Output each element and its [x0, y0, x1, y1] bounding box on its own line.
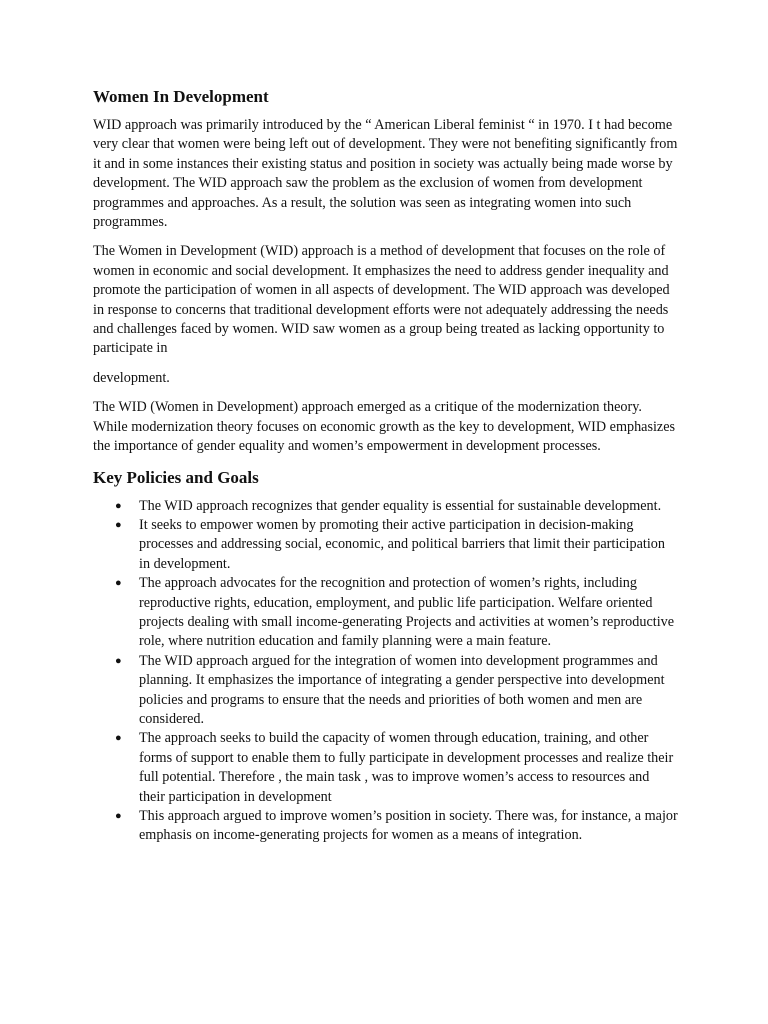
list-item-text: The WID approach recognizes that gender equality is essential for sustainable development.: [139, 497, 662, 514]
list-item: [93, 652, 678, 730]
paragraph-intro: WID approach was primarily introduced by the “ American Liberal feminist “ in 1970. I t had become very clear that women were being left out of development. They were not benefiting significantly from it and in some instances their existing status and position in society was actually being made worse by development. The WID approach saw the problem as the exclusion of women from development programmes and approaches. As a result, the solution was seen as integrating women into such programmes.: [93, 117, 678, 231]
list-item: [93, 807, 678, 846]
list-item: [93, 497, 678, 516]
list-item-text: It seeks to empower women by promoting their active participation in decision-making processes and addressing social, economic, and political barriers that limit their participation in development.: [139, 516, 665, 572]
list-item-text: The approach seeks to build the capacity of women through education, training, and other forms of support to enable them to fully participate in development processes and realize their full potential. Therefore , the main task , was to improve women’s access to resources and their participation in development: [139, 730, 674, 805]
document-title: Women In Development: [93, 87, 269, 106]
paragraph-critique: The WID (Women in Development) approach emerged as a critique of the modernization theory. While modernization theory focuses on economic growth as the key to development, WID emphasizes the importance of gender equality and women’s empowerment in development processes.: [93, 399, 676, 455]
paragraph-continuation: development.: [93, 369, 170, 386]
list-item: [93, 729, 678, 807]
document-page: [93, 86, 678, 846]
bullet-icon: ●: [115, 732, 122, 745]
bullet-icon: ●: [115, 499, 122, 512]
list-item-text: The approach advocates for the recognition and protection of women’s rights, including reproductive rights, education, employment, and public life participation. Welfare oriented projects dealing with small income-generating Projects and activities at women’s reproductive role, where nutrition education and family planning were a main feature.: [139, 575, 675, 650]
list-item-text: The WID approach argued for the integration of women into development programmes and planning. It emphasizes the importance of integrating a gender perspective into development policies and programs to ensure that the needs and priorities of both women and men are considered.: [139, 652, 665, 727]
bullet-icon: ●: [115, 654, 122, 667]
list-item-text: This approach argued to improve women’s position in society. There was, for instance, a major emphasis on income-generating projects for women as a means of integration.: [139, 808, 678, 844]
section-heading: Key Policies and Goals: [93, 467, 259, 487]
bullet-icon: ●: [115, 577, 122, 590]
list-item: [93, 516, 678, 574]
list-item: [93, 574, 678, 652]
bullet-icon: ●: [115, 518, 122, 531]
policy-list: [93, 497, 678, 846]
bullet-icon: ●: [115, 810, 122, 822]
paragraph-definition: The Women in Development (WID) approach is a method of development that focuses on the role of women in economic and social development. It emphasizes the need to address gender inequality and promote the participation of women in all aspects of development. The WID approach was developed in response to concerns that traditional development efforts were not adequately addressing the needs and challenges faced by women. WID saw women as a group being treated as lacking opportunity to participate in: [93, 243, 670, 357]
